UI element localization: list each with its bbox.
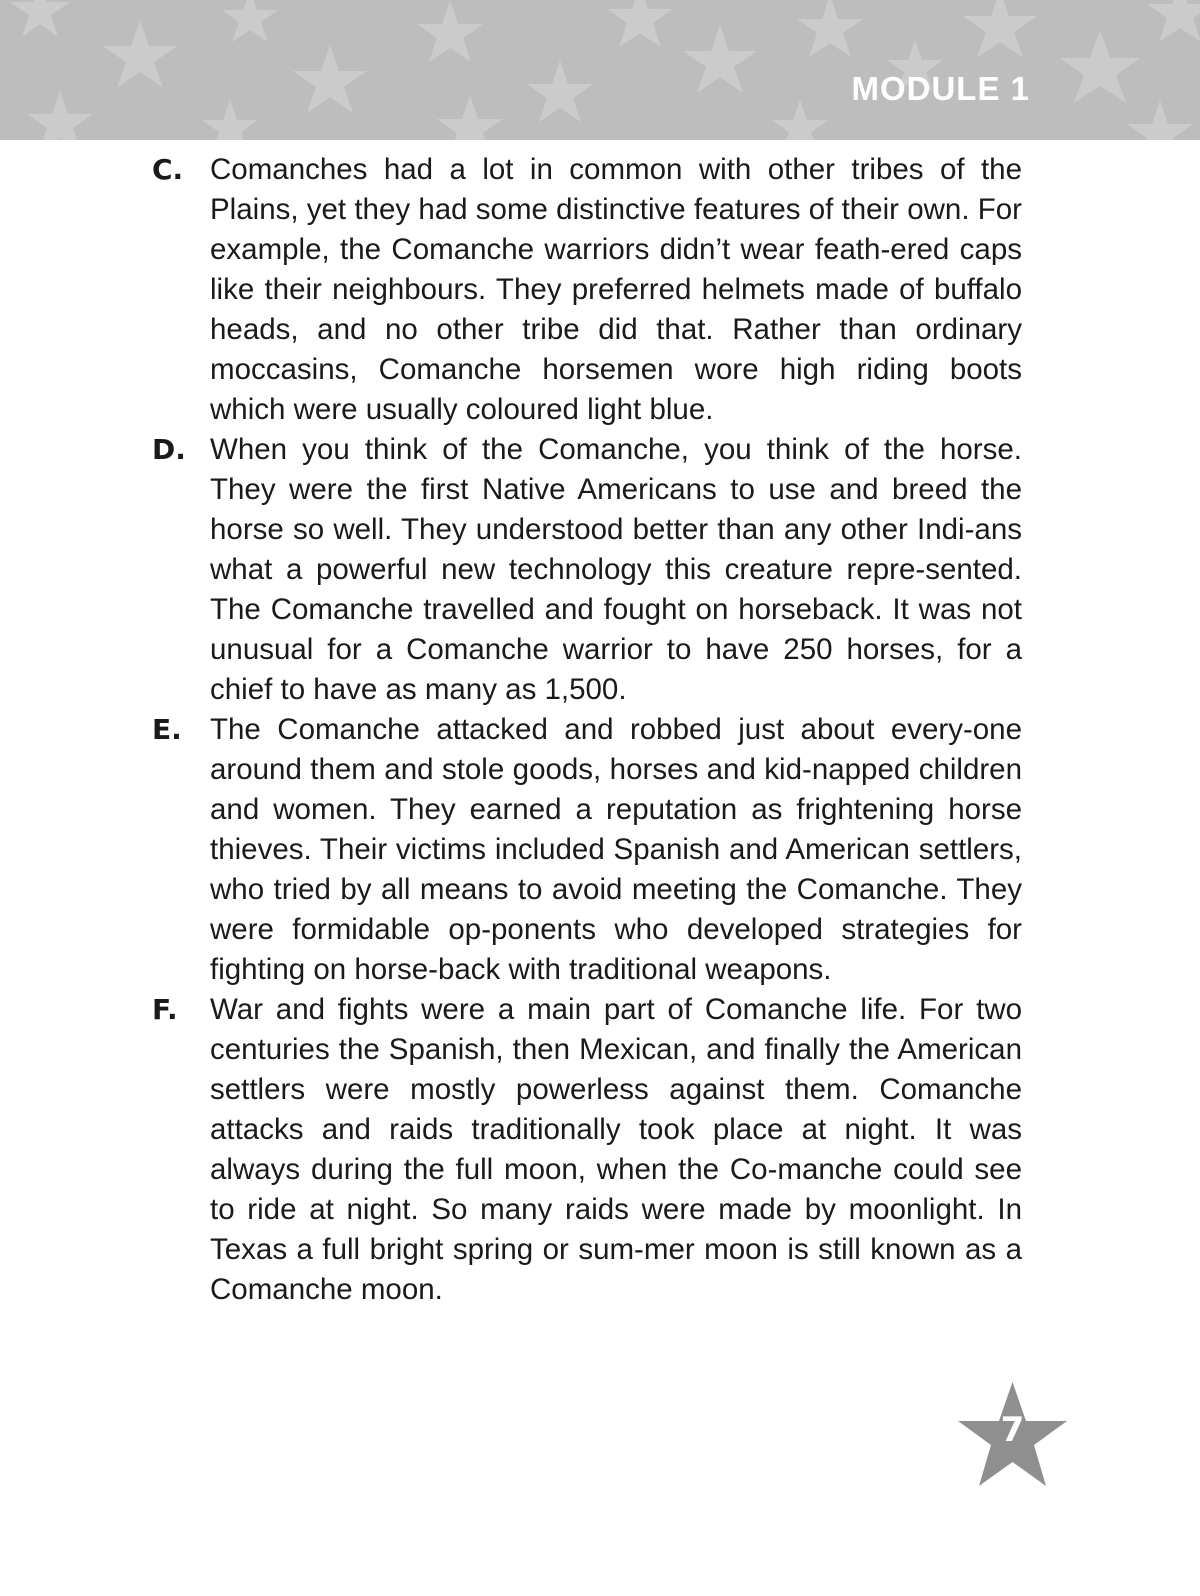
paragraph-text: Comanches had a lot in common with other tribes of the Plains, yet they had some distinctive features of their own. For example, the Comanche warriors didn’t wear feath-ered caps like their neighbours. They preferred helmets made of buffalo heads, and no other tribe did that. Rather than ordinary moccasins, Comanche horsemen wore high riding boots which were usually coloured light blue. — [210, 153, 1022, 426]
page-number: 7 — [1000, 1410, 1025, 1450]
star-icon — [797, 0, 863, 57]
paragraph-e — [152, 710, 1022, 990]
star-icon — [772, 100, 828, 140]
paragraph-letter: C. — [152, 153, 184, 186]
star-icon — [103, 20, 177, 88]
paragraph-letter: D. — [152, 433, 186, 466]
paragraph-text: The Comanche attacked and robbed just about every-one around them and stole goods, horses and kid-napped children and women. They earned a reputation as frightening horse thieves. Their victims included Spanish and American settlers, who tried by all means to avoid meeting the Comanche. They were formidable op-ponents who developed strategies for fighting on horse-back with traditional weapons. — [210, 713, 1022, 986]
paragraph-c — [152, 150, 1022, 430]
paragraph-f — [152, 990, 1022, 1310]
star-icon — [607, 0, 673, 47]
star-icon — [963, 0, 1037, 58]
paragraph-letter: E. — [152, 713, 182, 746]
star-icon — [222, 0, 278, 42]
star-icon — [437, 95, 503, 140]
star-icon — [293, 45, 367, 113]
star-icon — [1060, 30, 1140, 103]
reading-text — [152, 150, 1022, 1310]
star-icon — [1147, 0, 1200, 42]
star-icon — [10, 0, 70, 37]
paragraph-d — [152, 430, 1022, 710]
star-icon — [417, 0, 483, 62]
star-icon — [527, 60, 593, 122]
star-icon — [202, 100, 258, 140]
paragraph-text: War and fights were a main part of Comanche life. For two centuries the Spanish, then Mexican, and finally the American settlers were mostly powerless against them. Comanche attacks and raids traditionally took place at night. It was always during the full moon, when the Co-manche could see to ride at night. So many raids were made by moonlight. In Texas a full bright spring or sum-mer moon is still known as a Comanche moon. — [210, 993, 1022, 1306]
module-title: MODULE 1 — [851, 70, 1030, 107]
star-icon — [27, 90, 93, 140]
paragraph-letter: F. — [152, 993, 178, 1026]
header-band — [0, 0, 1200, 140]
paragraph-text: When you think of the Comanche, you think of the horse. They were the first Native Americans to use and breed the horse so well. They understood better than any other Indi-ans what a powerful new technology this creature repre-sented. The Comanche travelled and fought on horseback. It was not unusual for a Comanche warrior to have 250 horses, for a chief to have as many as 1,500. — [210, 433, 1022, 706]
star-icon — [1127, 100, 1193, 140]
star-icon — [683, 25, 757, 93]
